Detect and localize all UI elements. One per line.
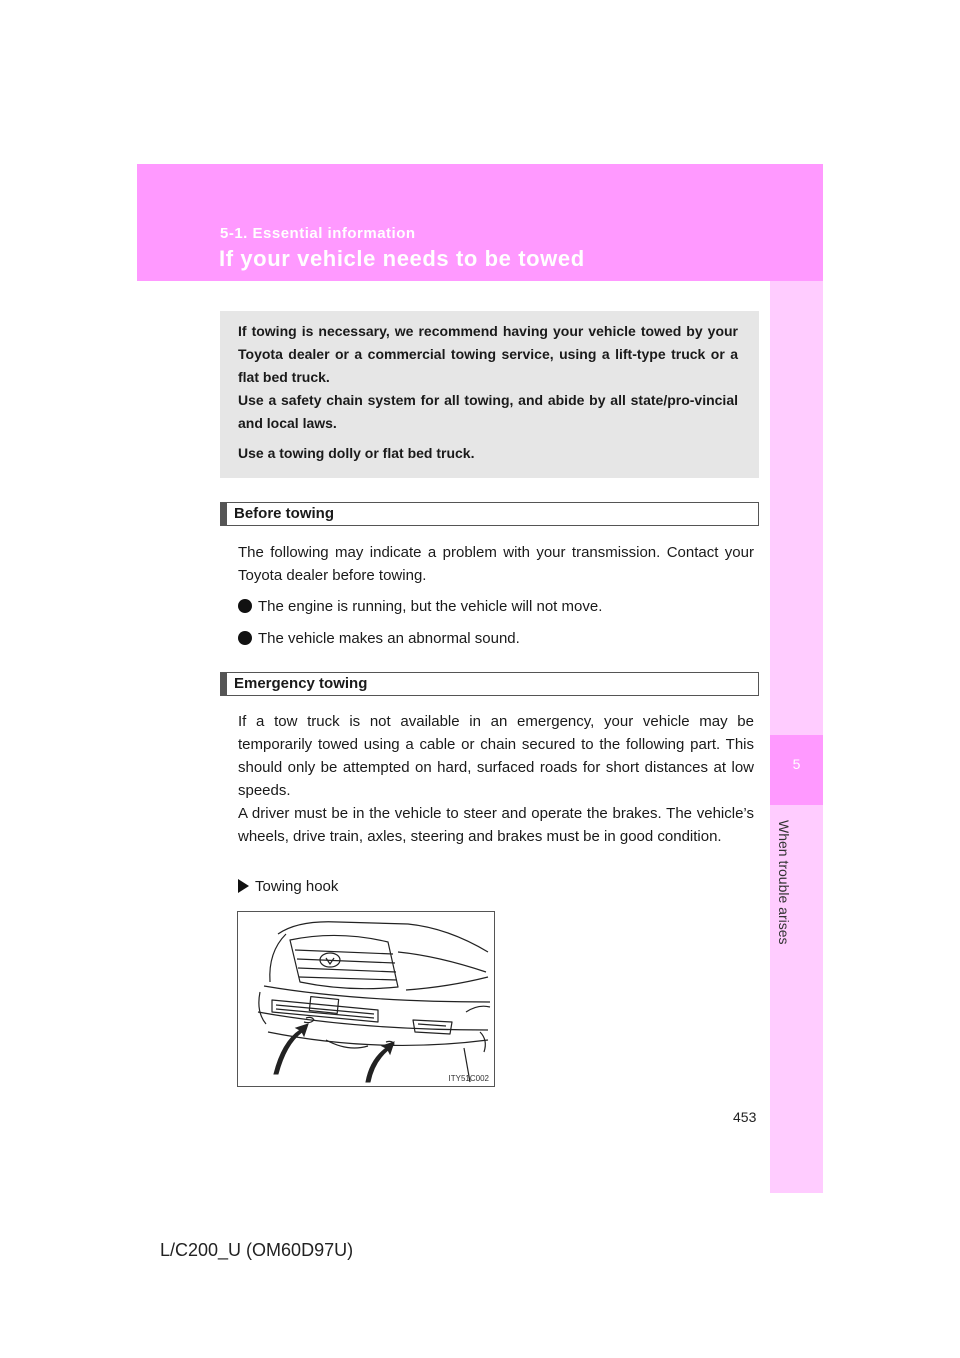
triangle-pointer-icon: [238, 879, 249, 893]
towing-hook-item: [238, 878, 338, 895]
emergency-towing-heading-text: Emergency towing: [234, 675, 368, 692]
towing-hook-figure: [237, 911, 495, 1087]
bullet-text: The vehicle makes an abnormal sound.: [258, 630, 520, 647]
before-towing-heading-text: Before towing: [234, 505, 334, 522]
bullet-icon: [238, 631, 252, 645]
before-towing-text: [238, 541, 754, 587]
page-title: If your vehicle needs to be towed: [219, 246, 585, 271]
footer-document-code: L/C200_U (OM60D97U): [160, 1240, 354, 1260]
emergency-towing-text: [238, 710, 754, 848]
intro-para-1: If towing is necessary, we recommend having your vehicle towed by your Toyota dealer or a commercial towing service, using a lift-type truck or a flat bed truck.: [238, 323, 738, 385]
chapter-label: When trouble arises: [776, 820, 792, 945]
emergency-towing-heading: [220, 672, 759, 696]
emergency-towing-para-1: If a tow truck is not available in an emergency, your vehicle may be temporarily towed using a cable or chain secured to the following part. This should only be attempted on hard, surfaced roads for short distances at low speeds.: [238, 713, 754, 799]
before-towing-para: The following may indicate a problem with your transmission. Contact your Toyota dealer before towing.: [238, 544, 754, 584]
heading-bar: [221, 673, 227, 695]
chapter-number: 5: [792, 756, 801, 772]
intro-para-2: Use a safety chain system for all towing, and abide by all state/pro-vincial and local laws.: [238, 392, 738, 431]
towing-hook-label: Towing hook: [255, 878, 339, 895]
vehicle-front-illustration: [238, 912, 494, 1086]
emergency-towing-para-2: A driver must be in the vehicle to steer and operate the brakes. The vehicle’s wheels, drive train, axles, steering and brakes must be in good condition.: [238, 805, 754, 845]
list-item: [238, 627, 520, 650]
intro-text: [238, 320, 738, 465]
page-number: 453: [733, 1109, 757, 1125]
before-towing-heading: [220, 502, 759, 526]
list-item: [238, 595, 602, 618]
section-label: 5-1. Essential information: [220, 225, 416, 242]
figure-code: ITY51C002: [448, 1074, 489, 1083]
intro-para-3: Use a towing dolly or flat bed truck.: [238, 445, 475, 461]
pointer-arrow: [274, 1024, 394, 1082]
heading-bar: [221, 503, 227, 525]
bullet-icon: [238, 599, 252, 613]
bullet-text: The engine is running, but the vehicle will not move.: [258, 598, 603, 615]
